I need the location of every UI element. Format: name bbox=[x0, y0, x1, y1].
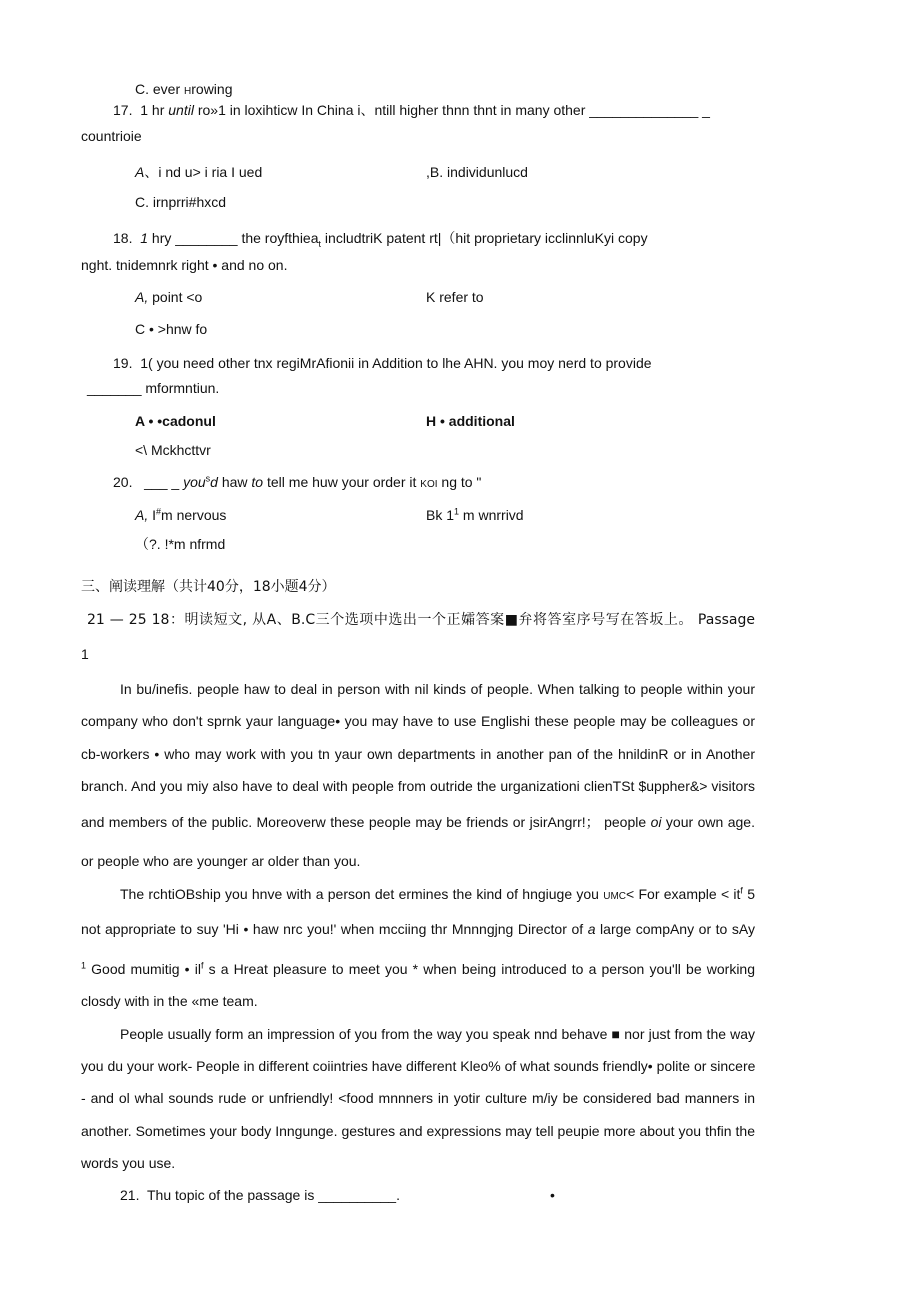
question-number: 19. bbox=[113, 355, 133, 371]
question-number: 21. bbox=[120, 1187, 140, 1203]
q17-option-b: ,B. individunlucd bbox=[426, 164, 528, 180]
q18-option-c: C • >hnw fo bbox=[135, 321, 208, 337]
q19-option-b: H • additional bbox=[426, 413, 515, 429]
question-19-continuation: _______ mformntiun. bbox=[87, 380, 220, 396]
question-17: 17. 1 hr until ro»1 in loxihticw In China i、ntill higher thnn thnt in many other ______________ _ bbox=[113, 102, 710, 118]
question-21: 21. Thu topic of the passage is __________. bbox=[120, 1187, 400, 1203]
question-number: 18. bbox=[113, 230, 133, 246]
question-19: 19. 1( you need other tnx regiMrAfionii in Addition to lhe AHN. you moy nerd to provide bbox=[113, 355, 652, 371]
q17-option-a: A、i nd u> i ria I ued bbox=[135, 164, 263, 180]
passage-p2-line-1: The rchtiOBship you hnve with a person det ermines the kind of hngiuge you UMC< For example < $it^f$ 5 bbox=[120, 885, 755, 902]
passage-p2-line-2: not appropriate to suy 'Hi • haw nrc you!' when mcciing thr Mnnngjng Director of a large compAny or to sAy bbox=[81, 921, 755, 937]
passage-p3-line-3: - and ol whal sounds rude or unfriendly! <food mnnners in yotir culture m/iy be considered bad manners in bbox=[81, 1090, 755, 1106]
q20-option-a: A, I#m nervous bbox=[135, 506, 227, 523]
q19-option-c: <\ Mckhcttvr bbox=[135, 442, 211, 458]
passage-p1-line-2: company who don't sprnk yaur language• you may have to use Englishi these people may be colleagues or bbox=[81, 713, 755, 729]
q18-option-a: A, point <o bbox=[135, 289, 203, 305]
q18-option-b: K refer to bbox=[426, 289, 484, 305]
passage-p1-line-5: and members of the public. Moreoverw these people may be friends or jsirAngrr!； people oi your own age. bbox=[81, 814, 755, 830]
stray-dot: • bbox=[550, 1187, 555, 1203]
passage-p1-line-1: In bu/inefis. people haw to deal in person with nil kinds of people. When talking to people within your bbox=[120, 681, 755, 697]
section-instructions: 21 — 25 18：明读短文, 从A、B.C三个选项中选出一个正孀答案■弁将答室序号写在答坂上。 Passage bbox=[87, 612, 755, 628]
q20-option-c: （?. !*m nfrmd bbox=[135, 536, 226, 552]
passage-p2-line-3: $^1$ Good mumitig • $il^f$ s a Hreat pleasure to meet you * when being introduced to a person you'll be working bbox=[81, 960, 755, 977]
passage-p3-line-1: People usually form an impression of you from the way you speak nnd behave ■ nor just from the way bbox=[120, 1026, 755, 1042]
passage-number: 1 bbox=[81, 646, 89, 662]
passage-p1-line-6: or people who are younger ar older than you. bbox=[81, 853, 361, 869]
question-18-continuation: nght. tnidemnrk right • and no on. bbox=[81, 257, 288, 273]
q19-option-a: A • •cadonul bbox=[135, 413, 216, 429]
passage-p2-line-4: closdy with in the «me team. bbox=[81, 993, 258, 1009]
q16-option-c: C. ever Hrowing bbox=[135, 81, 233, 97]
passage-p1-line-4: branch. And you miy also have to deal with people from outride the urganizationi clienTSt $uppher&> visitors bbox=[81, 778, 755, 794]
passage-p1-line-3: cb-workers • who may work with you tn yaur own departments in another pan of the hnildinR or in Another bbox=[81, 746, 755, 762]
q20-option-b: Bk $1^1$ m wnrrivd bbox=[426, 506, 524, 523]
passage-p3-line-2: you du your work- People in different coiintries have different Kleo% of what sounds friendly• polite or sincere bbox=[81, 1058, 756, 1074]
passage-p3-line-4: another. Sometimes your body Inngunge. gestures and expressions may tell peupie more about you thfin the bbox=[81, 1123, 755, 1139]
question-number: 17. bbox=[113, 102, 133, 118]
question-18: 18. 1 hry ________ the royfthiea$_t$ includtriK patent rt|（hit proprietary icclinnluKyi copy bbox=[113, 230, 648, 249]
q17-option-c: C. irnprri#hxcd bbox=[135, 194, 227, 210]
question-number: 20. bbox=[113, 474, 133, 490]
question-17-continuation: countrioie bbox=[81, 128, 142, 144]
question-20: 20. ___ _ you$^s$d haw to tell me huw your order it KOI ng to " bbox=[113, 473, 482, 490]
section-heading: 三、阐读理解（共计40分，18小题4分） bbox=[81, 579, 336, 595]
passage-p3-line-5: words you use. bbox=[81, 1155, 176, 1171]
